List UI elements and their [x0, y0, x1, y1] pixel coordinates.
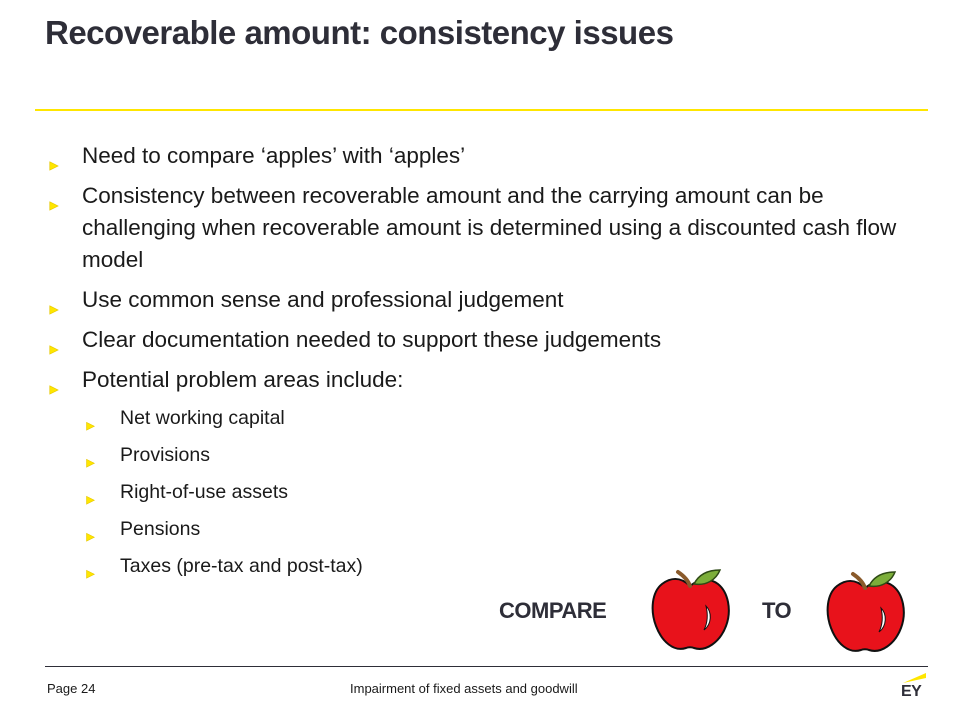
sub-bullet-item — [45, 478, 925, 507]
bullet-arrow-icon: ► — [47, 301, 61, 317]
to-label: TO — [762, 598, 792, 623]
sub-bullet-item — [45, 552, 925, 581]
sub-bullet-text: Provisions — [120, 444, 210, 466]
sub-bullet-item — [45, 441, 925, 470]
bullet-text: Clear documentation needed to support these judgements — [82, 327, 662, 352]
bullet-arrow-icon: ► — [84, 455, 97, 470]
bullet-text: Need to compare ‘apples’ with ‘apples’ — [82, 143, 466, 168]
compare-label: COMPARE — [499, 598, 607, 623]
sub-bullet-text: Right-of-use assets — [120, 481, 288, 503]
bullet-item — [45, 180, 925, 276]
bullet-text: Use common sense and professional judgement — [82, 287, 564, 312]
title-divider — [35, 109, 928, 111]
ey-logo-text: EY — [901, 683, 922, 700]
bullet-arrow-icon: ► — [47, 197, 61, 213]
bullet-item — [45, 364, 925, 396]
bullet-arrow-icon: ► — [47, 381, 61, 397]
bullet-text: Potential problem areas include: — [82, 367, 404, 392]
footer-divider — [45, 666, 928, 667]
footer-title: Impairment of fixed assets and goodwill — [350, 681, 578, 696]
apple-icon — [650, 568, 732, 652]
sub-bullet-text: Net working capital — [120, 407, 285, 429]
bullet-item — [45, 140, 925, 172]
bullet-arrow-icon: ► — [84, 418, 97, 433]
bullet-arrow-icon: ► — [84, 566, 97, 581]
bullet-item — [45, 324, 925, 356]
bullet-text: Consistency between recoverable amount and the carrying amount can be challenging when recoverable amount is determined using a discounted cash flow model — [82, 183, 897, 272]
sub-bullet-item — [45, 515, 925, 544]
sub-bullet-item — [45, 404, 925, 433]
bullet-list — [45, 140, 925, 589]
bullet-arrow-icon: ► — [84, 529, 97, 544]
sub-bullet-text: Pensions — [120, 518, 201, 540]
bullet-item — [45, 284, 925, 316]
bullet-arrow-icon: ► — [47, 157, 61, 173]
bullet-arrow-icon: ► — [84, 492, 97, 507]
slide-title: Recoverable amount: consistency issues — [45, 14, 674, 51]
page-number: Page 24 — [47, 681, 96, 696]
apple-icon — [825, 570, 907, 654]
bullet-arrow-icon: ► — [47, 341, 61, 357]
sub-bullet-text: Taxes (pre-tax and post-tax) — [120, 555, 363, 577]
